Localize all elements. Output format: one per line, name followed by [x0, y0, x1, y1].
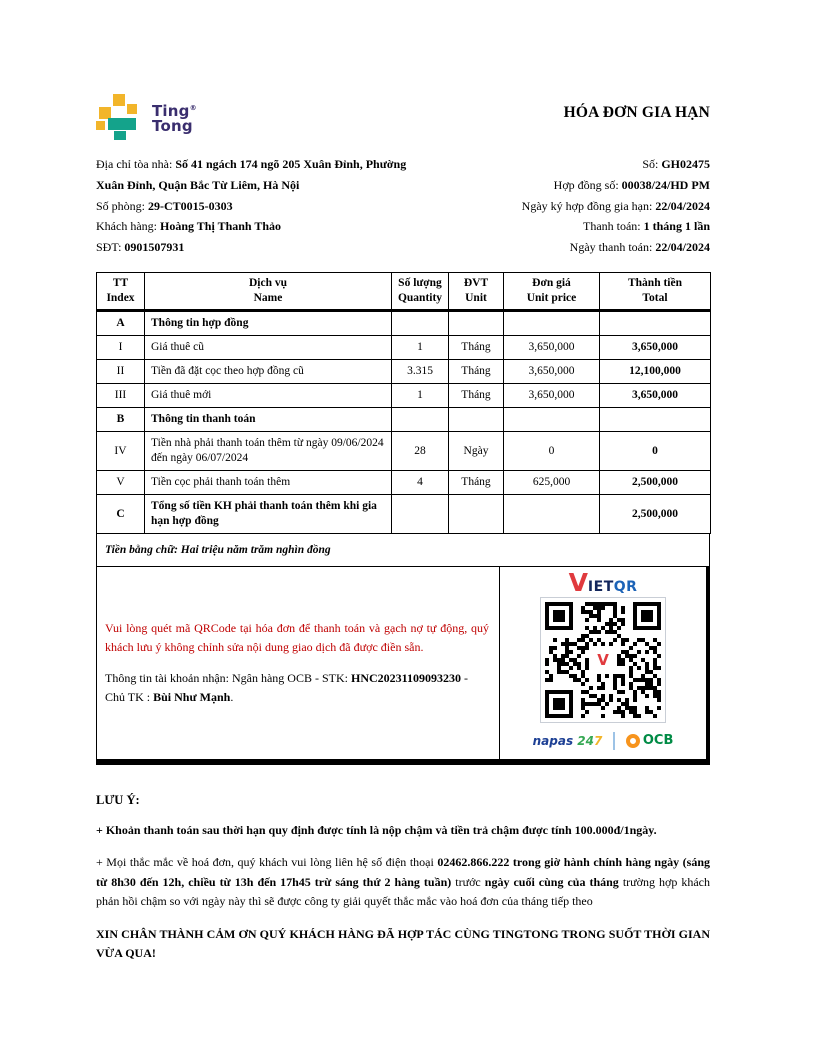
logo-square: [113, 94, 125, 106]
brand-line2: Tong: [152, 117, 193, 135]
info-label: Địa chỉ tòa nhà:: [96, 157, 176, 171]
table-cell: 3,650,000: [504, 383, 600, 407]
tingtong-logo: [96, 93, 197, 140]
info-line: [450, 196, 710, 217]
table-cell: Thông tin thanh toán: [145, 407, 392, 431]
table-cell: 3,650,000: [600, 383, 711, 407]
info-line: [96, 237, 436, 258]
info-label: Thanh toán:: [582, 219, 644, 234]
table-cell: 2,500,000: [600, 494, 711, 533]
table-row: [97, 407, 711, 431]
col-header-total: [600, 272, 711, 310]
table-cell: C: [97, 494, 145, 533]
info-label: Ngày ký hợp đồng gia hạn:: [521, 198, 656, 213]
invoice-table-head: [97, 272, 711, 310]
text-segment: 02462.866.222 trong giờ hành chính hàng ngày (sáng từ 8h30 đến 12h, chiều từ 13h đến 17h45 trừ sáng thứ 2 hàng tuần): [96, 855, 710, 889]
table-cell: Tháng: [449, 383, 504, 407]
table-cell: 0: [504, 431, 600, 470]
table-cell: 28: [392, 431, 449, 470]
info-label: SĐT:: [96, 240, 125, 255]
table-cell: [504, 407, 600, 431]
table-cell: I: [97, 335, 145, 359]
table-cell: 3,650,000: [600, 335, 711, 359]
note-thanks: XIN CHÂN THÀNH CẢM ƠN QUÝ KHÁCH HÀNG ĐÃ HỢP TÁC CÙNG TINGTONG TRONG SUỐT THỜI GIAN VỪA QUA!: [96, 926, 710, 961]
info-line: [450, 154, 710, 175]
vietqr-v: V: [568, 567, 588, 597]
text-segment: - Chủ TK :: [105, 671, 468, 704]
info-line: [450, 216, 710, 237]
amount-in-words: Tiền bằng chữ: Hai triệu năm trăm nghìn đồng: [96, 534, 710, 567]
qr-code: [540, 597, 666, 723]
table-cell: III: [97, 383, 145, 407]
col-header-en: Total: [642, 291, 668, 304]
napas-7: 7: [594, 733, 603, 748]
col-header-en: Unit price: [526, 291, 577, 304]
text-segment: HNC20231109093230: [350, 671, 461, 686]
info-value: 22/04/2024: [655, 240, 710, 255]
col-header-vi: Số lượng: [398, 276, 442, 289]
table-cell: Tháng: [449, 359, 504, 383]
info-value: 0901507931: [124, 240, 185, 255]
payment-instructions: [97, 567, 499, 759]
notes-heading: LƯU Ý:: [96, 792, 140, 807]
table-cell: 2,500,000: [600, 470, 711, 494]
qr-warning-note: Vui lòng quét mã QRCode tại hóa đơn để thanh toán và gạch nợ tự động, quý khách lưu ý không chỉnh sửa nội dung giao dịch đã được điền sẵn.: [105, 621, 489, 654]
invoice-info: [96, 154, 710, 258]
table-cell: Giá thuê cũ: [145, 335, 392, 359]
table-cell: 3,650,000: [504, 359, 600, 383]
invoice-info-left: [96, 154, 436, 258]
napas-text: napas: [532, 733, 578, 748]
col-header-unit: [449, 272, 504, 310]
invoice-table: [96, 272, 711, 534]
info-value: 29-CT0015-0303: [148, 198, 233, 213]
table-row: [97, 359, 711, 383]
info-line: [450, 175, 710, 196]
table-row: [97, 335, 711, 359]
text-segment: Thông tin tài khoản nhận: Ngân hàng OCB - STK:: [105, 671, 351, 686]
col-header-vi: Thành tiền: [627, 276, 682, 289]
logo-square: [127, 104, 137, 114]
napas-247-logo: [533, 734, 603, 748]
col-header-vi: TT: [112, 276, 129, 289]
table-cell: [449, 310, 504, 335]
ocb-text: OCB: [642, 732, 674, 748]
document-header: [96, 93, 710, 141]
col-header-index: [97, 272, 145, 310]
table-cell: 12,100,000: [600, 359, 711, 383]
info-label: Ngày thanh toán:: [569, 240, 656, 255]
table-cell: [392, 407, 449, 431]
brand-line1: Ting: [152, 102, 190, 120]
table-row: [97, 431, 711, 470]
table-row: [97, 470, 711, 494]
col-header-quantity: [392, 272, 449, 310]
table-cell: A: [97, 310, 145, 335]
table-cell: Tháng: [449, 335, 504, 359]
logo-square: [114, 131, 126, 140]
table-cell: IV: [97, 431, 145, 470]
table-cell: 4: [392, 470, 449, 494]
col-header-en: Index: [106, 291, 135, 304]
document-title: HÓA ĐƠN GIA HẠN: [563, 104, 710, 121]
partner-separator: [613, 732, 615, 750]
table-cell: Giá thuê mới: [145, 383, 392, 407]
info-label: Số:: [642, 157, 662, 171]
col-header-name: [145, 272, 392, 310]
info-line: [96, 175, 436, 196]
table-cell: 625,000: [504, 470, 600, 494]
table-cell: II: [97, 359, 145, 383]
text-segment: ngày cuối cùng của tháng: [484, 874, 619, 889]
table-cell: [449, 407, 504, 431]
col-header-vi: Dịch vụ: [248, 276, 288, 289]
note-contact: [96, 853, 710, 912]
col-header-unit-price: [504, 272, 600, 310]
vietqr-iet: IET: [587, 578, 614, 595]
table-cell: [392, 494, 449, 533]
invoice-info-right: [450, 154, 710, 258]
table-cell: 1: [392, 383, 449, 407]
table-cell: 3,650,000: [504, 335, 600, 359]
table-cell: Tiền cọc phải thanh toán thêm: [145, 470, 392, 494]
table-cell: [600, 310, 711, 335]
col-header-vi: ĐVT: [463, 276, 489, 289]
info-line: [96, 154, 436, 175]
qr-center-logo-icon: V: [591, 648, 615, 672]
payment-partner-logos: [533, 732, 674, 750]
table-cell: Ngày: [449, 431, 504, 470]
table-cell: 3.315: [392, 359, 449, 383]
logo-square: [96, 121, 105, 130]
info-value: Số 41 ngách 174 ngõ 205 Xuân Đỉnh, Phường: [175, 157, 407, 171]
info-line: [96, 216, 436, 237]
table-row: [97, 494, 711, 533]
note-late-payment: + Khoản thanh toán sau thời hạn quy định được tính là nộp chậm và tiền trả chậm được tính 100.000đ/1ngày.: [96, 822, 657, 837]
table-row: [97, 310, 711, 335]
napas-2: 2: [577, 733, 586, 748]
info-label: Khách hàng:: [96, 219, 160, 234]
table-cell: Tháng: [449, 470, 504, 494]
trademark-mark: ®: [189, 104, 197, 112]
table-cell: Tiền đã đặt cọc theo hợp đồng cũ: [145, 359, 392, 383]
info-value: 00038/24/HD PM: [621, 177, 710, 192]
text-segment: + Mọi thắc mắc về hoá đơn, quý khách vui lòng liên hệ số điện thoại: [96, 855, 438, 870]
receiver-account-info: [105, 669, 489, 706]
col-header-en: Quantity: [397, 291, 443, 304]
vietqr-qr: QR: [613, 578, 638, 595]
invoice-table-body: [97, 310, 711, 533]
info-value: 22/04/2024: [655, 198, 710, 213]
table-row: [97, 383, 711, 407]
logo-square: [108, 118, 136, 130]
ocb-logo: [626, 734, 674, 748]
table-cell: V: [97, 470, 145, 494]
info-line: [450, 237, 710, 258]
info-value: Hoàng Thị Thanh Thảo: [159, 219, 282, 234]
table-cell: Tổng số tiền KH phải thanh toán thêm khi gia hạn hợp đồng: [145, 494, 392, 533]
table-cell: [392, 310, 449, 335]
text-segment: Bùi Như Mạnh: [153, 689, 231, 704]
table-cell: [504, 494, 600, 533]
notes-section: [96, 793, 710, 964]
text-segment: trường hợp khách phản hồi chậm so với ngày này thì sẽ được công ty giải quyết thắc mắc vào hoá đơn của tháng tiếp theo: [96, 874, 710, 909]
tingtong-logo-text: [152, 93, 197, 140]
napas-4: 4: [585, 733, 594, 748]
col-header-en: Unit: [465, 291, 487, 304]
col-header-vi: Đơn giá: [532, 276, 571, 289]
table-cell: 1: [392, 335, 449, 359]
table-cell: [504, 310, 600, 335]
ocb-ring-icon: [626, 734, 640, 748]
tingtong-logo-icon: [96, 93, 143, 140]
info-value: GH02475: [661, 157, 710, 171]
info-label: Số phòng:: [96, 198, 149, 213]
payment-section: [96, 567, 710, 765]
header-row: [97, 272, 711, 310]
info-label: Hợp đồng số:: [553, 177, 622, 192]
qr-code-panel: [499, 567, 706, 759]
col-header-en: Name: [253, 291, 283, 304]
text-segment: trước: [451, 874, 485, 889]
invoice-content: [96, 93, 710, 964]
table-cell: [449, 494, 504, 533]
table-cell: 0: [600, 431, 711, 470]
table-cell: B: [97, 407, 145, 431]
table-cell: Tiền nhà phải thanh toán thêm từ ngày 09/06/2024 đến ngày 06/07/2024: [145, 431, 392, 470]
table-cell: Thông tin hợp đồng: [145, 310, 392, 335]
text-segment: .: [230, 689, 234, 704]
vietqr-logo: [568, 567, 638, 597]
info-value: 1 tháng 1 lần: [643, 219, 710, 234]
table-cell: [600, 407, 711, 431]
info-value: Xuân Đỉnh, Quận Bắc Từ Liêm, Hà Nội: [96, 177, 300, 192]
info-line: [96, 196, 436, 217]
